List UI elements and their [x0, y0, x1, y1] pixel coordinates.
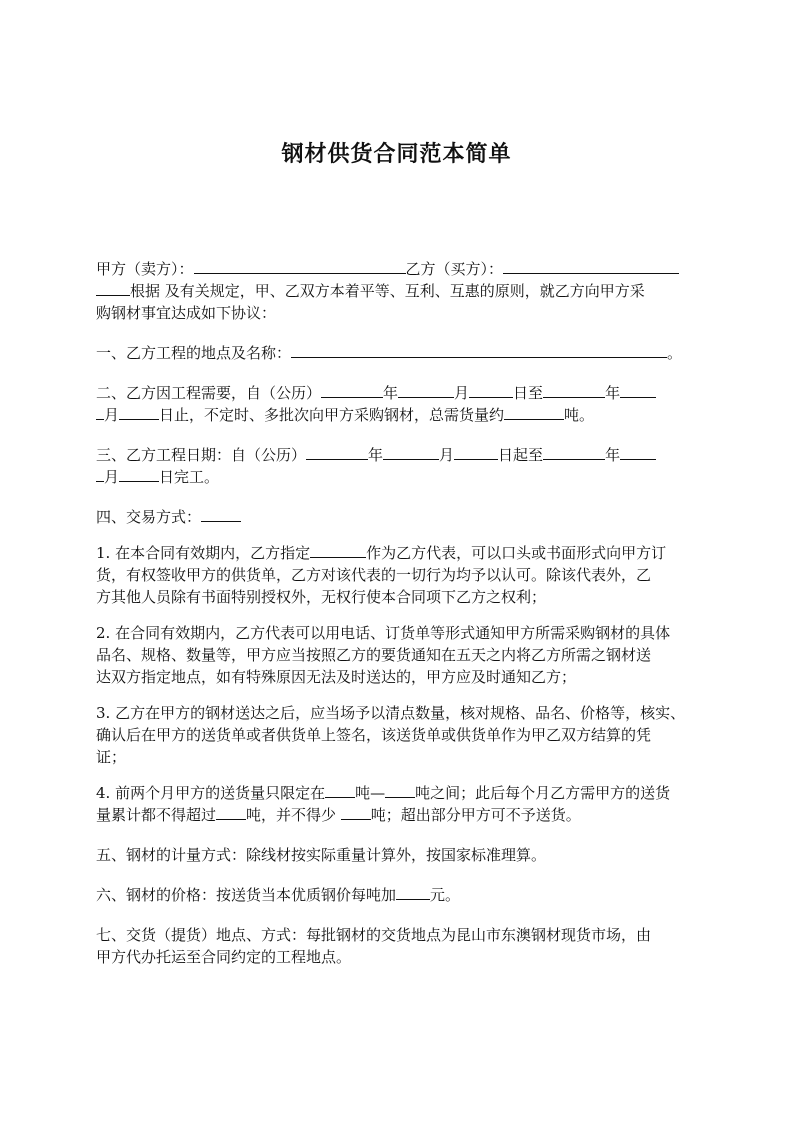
work-end-month-blank-cont	[96, 466, 104, 482]
month-label: 月	[439, 446, 455, 464]
year-label: 年	[605, 446, 621, 464]
clause-4-line-1	[96, 782, 712, 804]
end-month-blank-cont	[96, 404, 104, 420]
clause-2-line-3: 达双方指定地点，如有特殊原因无法及时送达的，甲方应及时通知乙方；	[96, 668, 577, 686]
section-7-line-2: 甲方代办托运至合同约定的工程地点。	[96, 948, 352, 966]
price-markup-blank	[396, 884, 430, 900]
section-3-end: 日完工。	[159, 468, 220, 486]
section-6-text: 六、钢材的价格：按送货当本优质钢价每吨加	[96, 886, 397, 904]
total-tonnage-blank	[504, 404, 564, 420]
section-1	[96, 342, 712, 364]
clause-4-text-f: 吨；超出部分甲方可不予送货。	[370, 806, 581, 824]
section-2-text-b: 日止，不定时、多批次向甲方采购钢材，总需货量约	[159, 406, 505, 424]
clause-1-line-3: 方其他人员除有书面特别授权外，无权行使本合同项下乙方之权利；	[96, 588, 547, 606]
representative-blank	[310, 542, 366, 558]
contract-body	[96, 258, 712, 968]
month-label: 月	[104, 468, 120, 486]
clause-4-text-e: 吨，并不得少	[246, 806, 341, 824]
year-label: 年	[368, 446, 384, 464]
section-4	[96, 506, 712, 528]
month-label: 月	[104, 406, 120, 424]
end-month-blank	[620, 382, 656, 398]
end-year-blank	[543, 382, 605, 398]
project-location-blank	[291, 342, 667, 358]
section-2-cont	[96, 404, 712, 426]
clause-3-line-1: 3. 乙方在甲方的钢材送达之后，应当场予以清点数量，核对规格、品名、价格等，核实、	[96, 704, 686, 722]
year-label: 年	[383, 384, 399, 402]
clause-3-line-2: 确认后在甲方的送货单或者供货单上签名，该送货单或供货单作为甲乙双方结算的凭	[96, 726, 652, 744]
clause-4-text-b: 吨—	[355, 784, 386, 802]
clause-3-line-3: 证；	[96, 748, 127, 766]
basis-blank	[96, 280, 130, 296]
day-from-label: 日起至	[498, 446, 544, 464]
clause-2-line-1: 2. 在合同有效期内，乙方代表可以用电话、订货单等形式通知甲方所需采购钢材的具体	[96, 624, 671, 642]
intro-line-3: 购钢材事宜达成如下协议：	[96, 304, 277, 322]
work-start-day-blank	[454, 444, 498, 460]
buyer-label: 乙方（买方）：	[405, 260, 504, 278]
section-2-text: 二、乙方因工程需要，自（公历）	[96, 384, 322, 402]
clause-1-text-a: 1. 在本合同有效期内，乙方指定	[96, 544, 311, 562]
max-ton-blank	[385, 782, 415, 798]
section-7-line-1: 七、交货（提货）地点、方式：每批钢材的交货地点为昆山市东澳钢材现货市场，由	[96, 926, 652, 944]
intro-text: 根据 及有关规定，甲、乙双方本着平等、互利、互惠的原则，就乙方向甲方采	[130, 282, 645, 300]
clause-1-text-b: 作为乙方代表，可以口头或书面形式向甲方订	[366, 544, 667, 562]
trade-method-blank	[201, 506, 241, 522]
min-ton-blank	[325, 782, 355, 798]
work-start-year-blank	[306, 444, 368, 460]
clause-1-line-2: 货，有权签收甲方的供货单，乙方对该代表的一切行为均予以认可。除该代表外，乙	[96, 566, 652, 584]
work-end-month-blank	[620, 444, 656, 460]
clause-4-text-c: 吨之间；此后每个月乙方需甲方的送货	[415, 784, 671, 802]
seller-blank	[194, 258, 406, 274]
month-label: 月	[454, 384, 470, 402]
start-month-blank	[398, 382, 454, 398]
buyer-blank	[503, 258, 679, 274]
work-end-day-blank	[119, 466, 159, 482]
section-3-cont	[96, 466, 712, 488]
day-to-label: 日至	[513, 384, 544, 402]
seller-label: 甲方（卖方）：	[96, 260, 194, 278]
start-year-blank	[321, 382, 383, 398]
clause-4-text-a: 4. 前两个月甲方的送货量只限定在	[96, 784, 326, 802]
start-day-blank	[469, 382, 513, 398]
end-day-blank	[119, 404, 159, 420]
section-5: 五、钢材的计量方式：除线材按实际重量计算外，按国家标准理算。	[96, 846, 547, 864]
clause-1-line-1	[96, 542, 712, 564]
parties-line	[96, 258, 712, 280]
monthly-min-blank	[341, 804, 371, 820]
section-1-text: 一、乙方工程的地点及名称：	[96, 344, 292, 362]
intro-line	[96, 280, 712, 302]
section-3	[96, 444, 712, 466]
section-4-text: 四、交易方式：	[96, 508, 202, 526]
section-3-text: 三、乙方工程日期：自（公历）	[96, 446, 307, 464]
ton-label: 吨。	[564, 406, 595, 424]
section-2	[96, 382, 712, 404]
document-title: 钢材供货合同范本简单	[281, 142, 512, 167]
yuan-label: 元。	[430, 886, 461, 904]
work-start-month-blank	[383, 444, 439, 460]
section-6	[96, 884, 712, 906]
monthly-max-blank	[216, 804, 246, 820]
clause-4-line-2	[96, 804, 712, 826]
clause-4-text-d: 量累计都不得超过	[96, 806, 217, 824]
section-1-end: 。	[667, 344, 683, 362]
work-end-year-blank	[543, 444, 605, 460]
year-label: 年	[605, 384, 621, 402]
clause-2-line-2: 品名、规格、数量等，甲方应当按照乙方的要货通知在五天之内将乙方所需之钢材送	[96, 646, 652, 664]
